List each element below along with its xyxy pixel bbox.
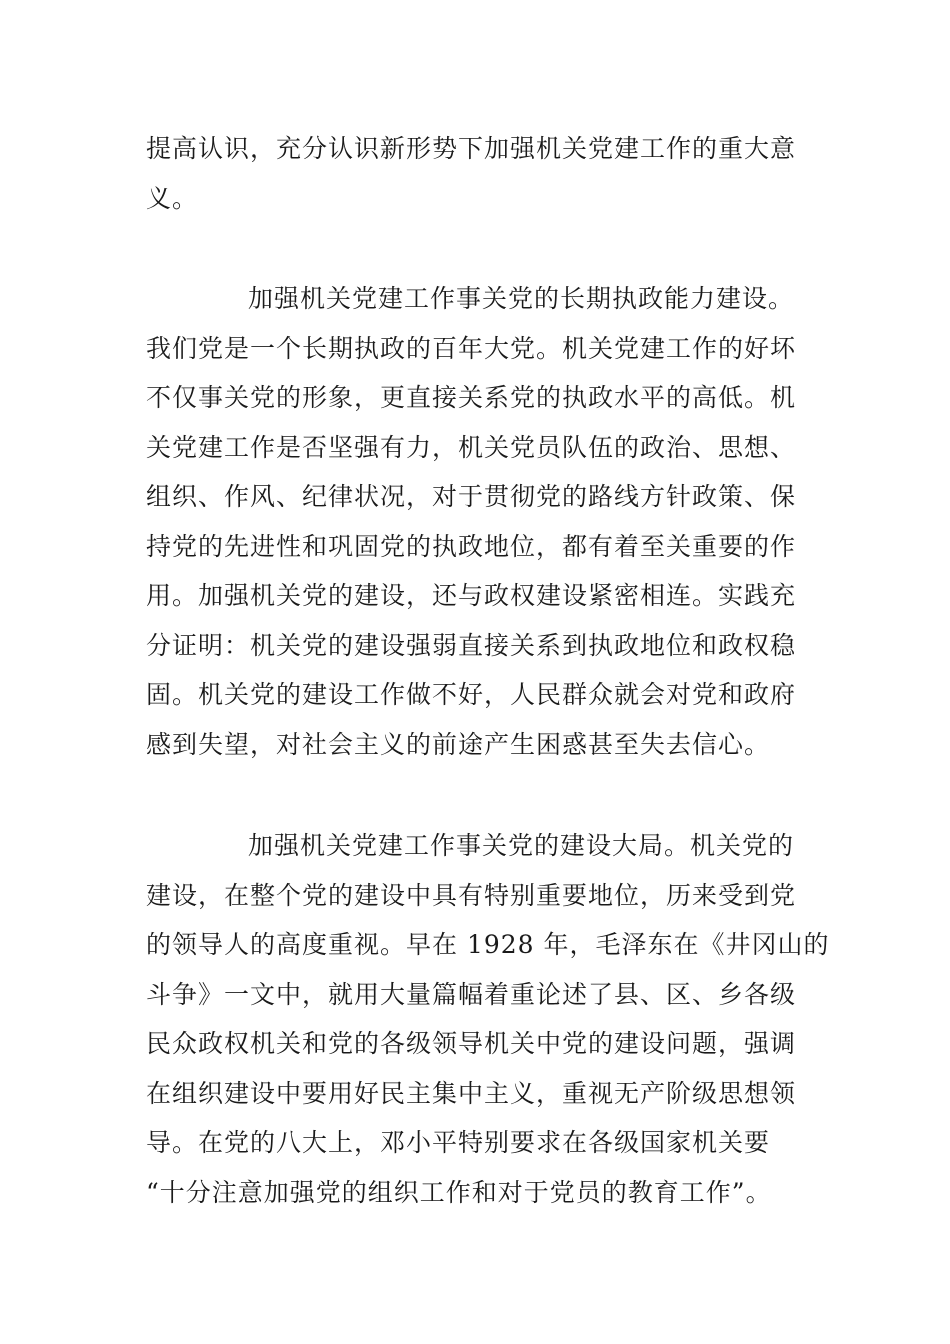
paragraph-heading-line: 加强机关党建工作事关党的建设大局。机关党的 [248,831,795,860]
text-line: 提高认识，充分认识新形势下加强机关党建工作的重大意 [146,134,797,163]
text-line: 感到失望，对社会主义的前途产生困惑甚至失去信心。 [146,729,771,759]
text-line: 民众政权机关和党的各级领导机关中党的建设问题，强调 [146,1029,797,1058]
text-line: 不仅事关党的形象，更直接关系党的执政水平的高低。机 [146,383,797,412]
text-line: “十分注意加强党的组织工作和对于党员的教育工作”。 [146,1177,772,1207]
text-line: 关党建工作是否坚强有力，机关党员队伍的政治、思想、 [146,432,797,462]
text-line: 导。在党的八大上，邓小平特别要求在各级国家机关要 [146,1128,771,1157]
paragraph-long-term-governance [146,274,826,769]
text-line: 的领导人的高度重视。早在 1928 年，毛泽东在《井冈山的 [146,930,830,959]
paragraph-party-building-overall [146,821,830,1217]
text-line: 建设，在整个党的建设中具有特别重要地位，历来受到党 [146,880,797,910]
text-line: 用。加强机关党的建设，还与政权建设紧密相连。实践充 [146,581,797,610]
text-line: 固。机关党的建设工作做不好，人民群众就会对党和政府 [146,680,797,709]
text-line: 在组织建设中要用好民主集中主义，重视无产阶级思想领 [146,1078,797,1108]
paragraph-significance-conclusion [146,124,826,223]
text-line: 义。 [146,183,199,213]
text-line: 持党的先进性和巩固党的执政地位，都有着至关重要的作 [146,531,797,561]
text-line: 斗争》一文中，就用大量篇幅着重论述了县、区、乡各级 [146,979,797,1009]
paragraph-heading-line: 加强机关党建工作事关党的长期执政能力建设。 [248,284,795,313]
text-line: 分证明：机关党的建设强弱直接关系到执政地位和政权稳 [146,630,797,660]
text-line: 我们党是一个长期执政的百年大党。机关党建工作的好坏 [146,333,797,363]
text-line: 组织、作风、纪律状况，对于贯彻党的路线方针政策、保 [146,482,797,511]
